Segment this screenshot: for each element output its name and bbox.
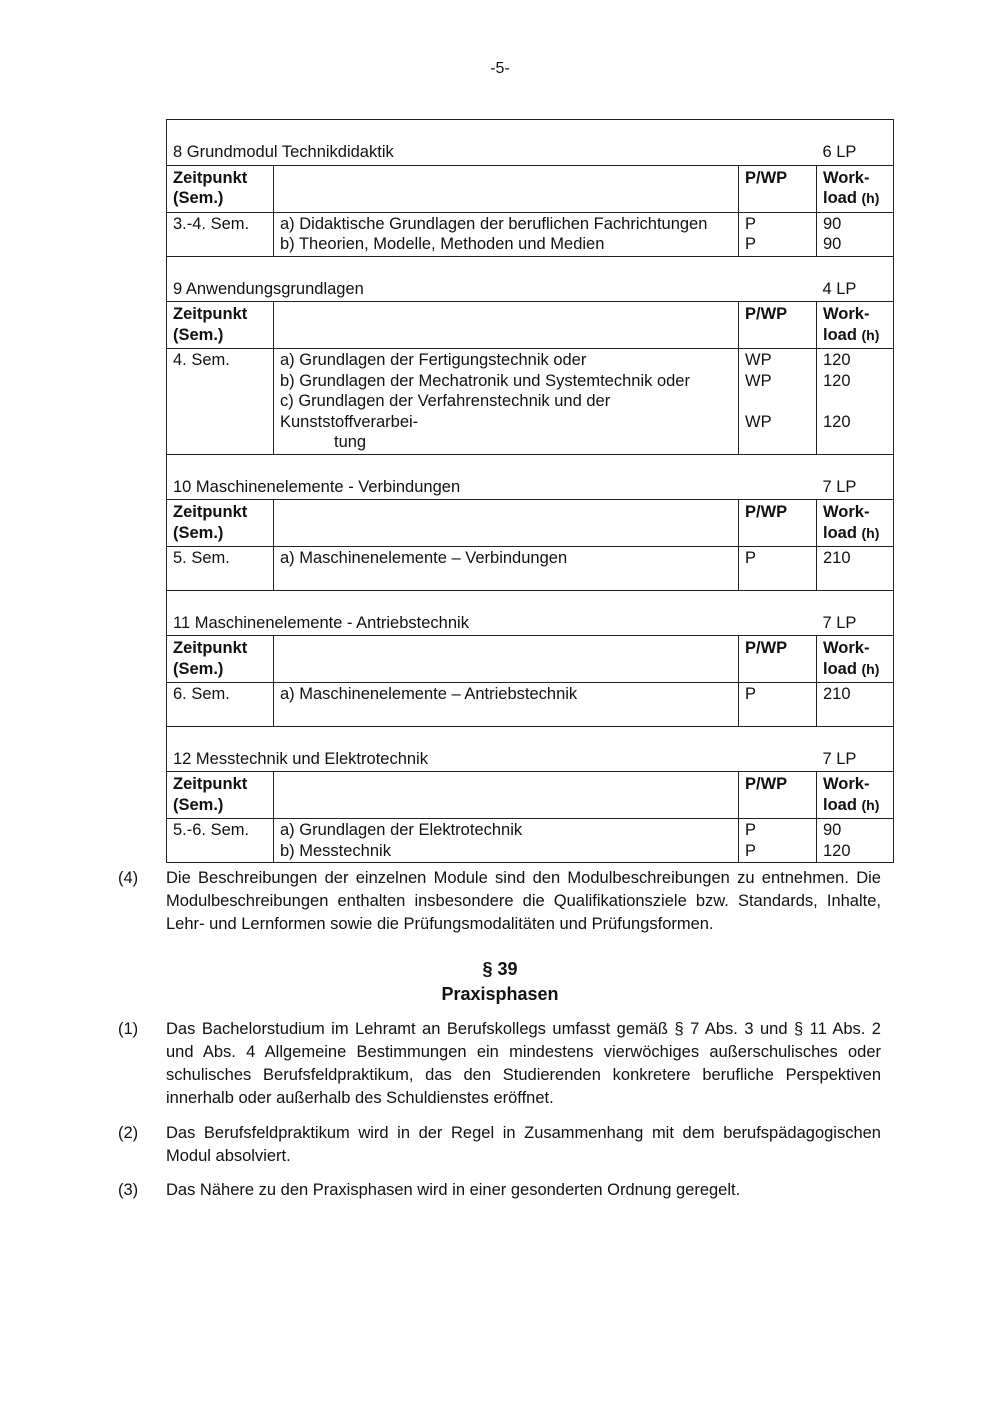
module-lp: 4 LP <box>817 256 894 302</box>
table-row <box>167 547 894 591</box>
table-header-row <box>167 302 894 349</box>
table-header-row <box>167 772 894 819</box>
type-header: P/WP <box>739 772 817 819</box>
type-header: P/WP <box>739 302 817 349</box>
workload-cell: 90 120 <box>817 819 894 863</box>
workload-header: Work- load (h) <box>817 636 894 683</box>
type-header: P/WP <box>739 500 817 547</box>
section-title: Praxisphasen <box>441 984 559 1004</box>
content-cell: a) Grundlagen der Fertigungstechnik oder b) Grundlagen der Mechatronik und Systemtechnik oder c) Grundlagen der Verfahrenstechnik und der Kunststoffverarbei- tung <box>274 349 739 455</box>
module-title: 12 Messtechnik und Elektrotechnik <box>167 726 817 772</box>
paragraph-text: Die Beschreibungen der einzelnen Module sind den Modulbeschreibungen zu entnehmen. Die Modulbeschreibungen enthalten insbesondere die Qualifikationsziele bzw. Standards, Inhalte, Lehr- und Lernformen sowie die Prüfungsmodalitäten und Prüfungsformen. <box>166 869 881 933</box>
type-cell: P P <box>739 212 817 256</box>
workload-cell: 210 <box>817 547 894 591</box>
workload-header: Work- load (h) <box>817 165 894 212</box>
table-header-row <box>167 165 894 212</box>
type-cell: P P <box>739 819 817 863</box>
content-header <box>274 636 739 683</box>
paragraph-text: Das Berufsfeldpraktikum wird in der Regel in Zusammenhang mit dem berufspädagogischen Modul absolviert. <box>166 1124 881 1165</box>
section-heading <box>0 957 1000 1007</box>
time-header: Zeitpunkt (Sem.) <box>167 302 274 349</box>
module-title-row <box>167 454 894 500</box>
section-paragraph-3 <box>118 1179 881 1202</box>
module-lp: 7 LP <box>817 590 894 636</box>
type-cell: P <box>739 683 817 727</box>
table-row <box>167 819 894 863</box>
time-header: Zeitpunkt (Sem.) <box>167 500 274 547</box>
module-title-row <box>167 590 894 636</box>
table-header-row <box>167 500 894 547</box>
section-paragraph-2 <box>118 1122 881 1168</box>
time-header: Zeitpunkt (Sem.) <box>167 772 274 819</box>
time-cell: 5.-6. Sem. <box>167 819 274 863</box>
module-title: 8 Grundmodul Technikdidaktik <box>167 120 817 166</box>
page-number: -5- <box>490 60 510 77</box>
time-cell: 5. Sem. <box>167 547 274 591</box>
paragraph-text: Das Nähere zu den Praxisphasen wird in einer gesonderten Ordnung geregelt. <box>166 1181 741 1199</box>
workload-cell: 120 120 120 <box>817 349 894 455</box>
time-header: Zeitpunkt (Sem.) <box>167 165 274 212</box>
content-header <box>274 500 739 547</box>
module-title-row <box>167 256 894 302</box>
content-cell: a) Maschinenelemente – Antriebstechnik <box>274 683 739 727</box>
table-row <box>167 349 894 455</box>
time-cell: 3.-4. Sem. <box>167 212 274 256</box>
content-cell: a) Didaktische Grundlagen der beruflichen Fachrichtungen b) Theorien, Modelle, Methoden und Medien <box>274 212 739 256</box>
module-table <box>166 119 894 863</box>
workload-header: Work- load (h) <box>817 302 894 349</box>
module-lp: 7 LP <box>817 726 894 772</box>
paragraph-number: (3) <box>118 1181 139 1199</box>
content-header <box>274 772 739 819</box>
table-header-row <box>167 636 894 683</box>
workload-cell: 90 90 <box>817 212 894 256</box>
type-cell: P <box>739 547 817 591</box>
type-header: P/WP <box>739 165 817 212</box>
content-cell: a) Grundlagen der Elektrotechnik b) Messtechnik <box>274 819 739 863</box>
workload-cell: 210 <box>817 683 894 727</box>
table-row <box>167 212 894 256</box>
module-title-row <box>167 120 894 166</box>
section-paragraph-1 <box>118 1018 881 1110</box>
paragraph-4 <box>118 867 881 936</box>
table-row <box>167 683 894 727</box>
module-title: 11 Maschinenelemente - Antriebstechnik <box>167 590 817 636</box>
module-title: 9 Anwendungsgrundlagen <box>167 256 817 302</box>
paragraph-number: (1) <box>118 1020 139 1038</box>
content-header <box>274 165 739 212</box>
time-header: Zeitpunkt (Sem.) <box>167 636 274 683</box>
content-cell: a) Maschinenelemente – Verbindungen <box>274 547 739 591</box>
time-cell: 4. Sem. <box>167 349 274 455</box>
paragraph-number: (2) <box>118 1124 139 1142</box>
time-cell: 6. Sem. <box>167 683 274 727</box>
section-number: § 39 <box>482 959 518 979</box>
module-lp: 6 LP <box>817 120 894 166</box>
paragraph-number: (4) <box>118 869 139 887</box>
workload-header: Work- load (h) <box>817 500 894 547</box>
paragraph-text: Das Bachelorstudium im Lehramt an Berufskollegs umfasst gemäß § 7 Abs. 3 und § 11 Abs. 2 und Abs. 4 Allgemeine Bestimmungen ein mindestens vierwöchiges außerschulisches oder schulisches Berufsfeldpraktikum, das den Studierenden konkretere berufliche Perspektiven innerhalb oder außerhalb des Schuldienstes eröffnet. <box>166 1020 881 1107</box>
module-title: 10 Maschinenelemente - Verbindungen <box>167 454 817 500</box>
module-lp: 7 LP <box>817 454 894 500</box>
module-title-row <box>167 726 894 772</box>
content-header <box>274 302 739 349</box>
workload-header: Work- load (h) <box>817 772 894 819</box>
type-cell: WP WP WP <box>739 349 817 455</box>
type-header: P/WP <box>739 636 817 683</box>
